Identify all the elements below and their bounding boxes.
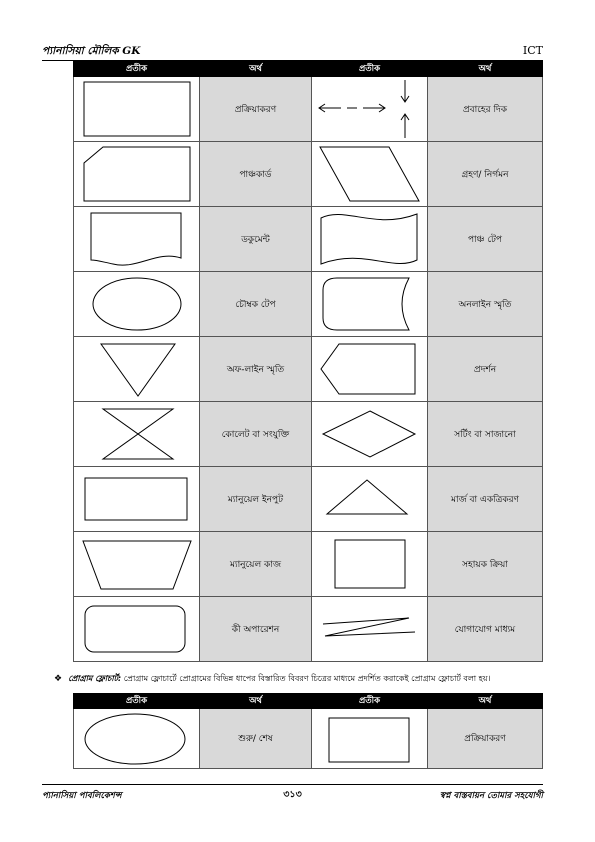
- column-header-symbol: প্রতীক: [74, 62, 200, 77]
- display-icon: [315, 338, 425, 400]
- hourglass-icon: [77, 403, 197, 465]
- zigzag-line-icon: [315, 598, 425, 660]
- page-footer: [42, 784, 543, 803]
- meaning-cell: মার্জ বা একত্রিকরণ: [428, 467, 543, 532]
- symbol-cell: [312, 207, 428, 272]
- meaning-cell: প্রক্রিয়াকরণ: [428, 709, 543, 769]
- meaning-cell: শুরু/ শেষ: [200, 709, 312, 769]
- diamond-bullet-icon: ❖: [54, 674, 63, 684]
- symbol-cell: [74, 77, 200, 142]
- meaning-cell: ম্যানুয়েল কাজ: [200, 532, 312, 597]
- symbol-cell: [312, 272, 428, 337]
- symbol-cell: [312, 337, 428, 402]
- meaning-cell: যোগাযোগ মাধ্যম: [428, 597, 543, 662]
- footer-publisher: প্যানাসিয়া পাবলিকেশন্স: [42, 791, 122, 801]
- inverted-triangle-icon: [77, 338, 197, 400]
- symbol-cell: [74, 597, 200, 662]
- symbol-cell: [74, 207, 200, 272]
- page-header: [42, 44, 543, 61]
- symbol-cell: [74, 142, 200, 207]
- page-number: ৩১৩: [283, 789, 302, 800]
- parallelogram-icon: [315, 143, 425, 205]
- symbol-cell: [74, 272, 200, 337]
- document-icon: [77, 208, 197, 270]
- ellipse-icon: [77, 273, 197, 335]
- meaning-cell: সর্টিং বা সাজানো: [428, 402, 543, 467]
- online-storage-icon: [315, 273, 425, 335]
- symbol-cell: [74, 532, 200, 597]
- triangle-icon: [315, 468, 425, 530]
- symbol-cell: [74, 402, 200, 467]
- symbol-cell: [74, 709, 200, 769]
- diamond-icon: [315, 403, 425, 465]
- meaning-cell: পাঞ্চ টেপ: [428, 207, 543, 272]
- table-header-row: [74, 62, 543, 77]
- meaning-cell: কোলেট বা সংযুক্তি: [200, 402, 312, 467]
- symbol-cell: [74, 467, 200, 532]
- meaning-cell: সহায়ক ক্রিয়া: [428, 532, 543, 597]
- trapezoid-icon: [77, 533, 197, 595]
- symbol-cell: [312, 532, 428, 597]
- symbol-cell: [312, 77, 428, 142]
- column-header-symbol: প্রতীক: [312, 694, 428, 709]
- column-header-symbol: প্রতীক: [312, 62, 428, 77]
- small-rectangle-icon: [315, 533, 425, 595]
- symbol-cell: [312, 402, 428, 467]
- flowchart-symbol-table: [73, 61, 543, 662]
- table-row: [74, 77, 543, 142]
- symbol-cell: [312, 597, 428, 662]
- flow-arrows-icon: [315, 78, 425, 140]
- note-term: প্রোগ্রাম ফ্লোচার্ট:: [68, 674, 122, 683]
- symbol-cell: [74, 337, 200, 402]
- table-header-row: [74, 694, 543, 709]
- program-flowchart-symbol-table: [73, 693, 543, 769]
- column-header-symbol: প্রতীক: [74, 694, 200, 709]
- meaning-cell: চৌম্বক টেপ: [200, 272, 312, 337]
- meaning-cell: ডকুমেন্ট: [200, 207, 312, 272]
- punched-tape-icon: [315, 208, 425, 270]
- punch-card-icon: [77, 143, 197, 205]
- table-row: [74, 207, 543, 272]
- header-subject: ICT: [522, 44, 543, 57]
- column-header-meaning: অর্থ: [200, 62, 312, 77]
- note-text: প্রোগ্রাম ফ্লোচার্টে প্রোগ্রামের বিভিন্ন ধাপের বিস্তারিত বিবরণ চিত্রের মাধ্যমে প্রদর্শিত করাকেই প্রোগ্রাম ফ্লোচার্ট বলা হয়।: [121, 674, 491, 683]
- terminal-ellipse-icon: [77, 710, 197, 768]
- table-row: [74, 337, 543, 402]
- meaning-cell: অফ-লাইন স্মৃতি: [200, 337, 312, 402]
- rounded-rectangle-icon: [77, 598, 197, 660]
- header-book-title: প্যানাসিয়া মৌলিক GK: [42, 45, 141, 57]
- footer-slogan: স্বপ্ন বাস্তবায়ন তোমার সহযোগী: [439, 791, 543, 801]
- table-row: [74, 272, 543, 337]
- table-row: [74, 467, 543, 532]
- meaning-cell: গ্রহণ/ নির্গমন: [428, 142, 543, 207]
- table-row: [74, 532, 543, 597]
- table-row: [74, 402, 543, 467]
- column-header-meaning: অর্থ: [200, 694, 312, 709]
- table-row: [74, 597, 543, 662]
- meaning-cell: প্রবাহের দিক: [428, 77, 543, 142]
- meaning-cell: প্রক্রিয়াকরণ: [200, 77, 312, 142]
- rectangle-icon: [77, 78, 197, 140]
- symbol-cell: [312, 142, 428, 207]
- table-row: [74, 142, 543, 207]
- table-row: [74, 709, 543, 769]
- meaning-cell: পাঞ্চকার্ড: [200, 142, 312, 207]
- process-rectangle-icon: [315, 710, 425, 768]
- meaning-cell: ম্যানুয়েল ইনপুট: [200, 467, 312, 532]
- meaning-cell: অনলাইন স্মৃতি: [428, 272, 543, 337]
- meaning-cell: প্রদর্শন: [428, 337, 543, 402]
- column-header-meaning: অর্থ: [428, 694, 543, 709]
- column-header-meaning: অর্থ: [428, 62, 543, 77]
- meaning-cell: কী অপারেশন: [200, 597, 312, 662]
- symbol-cell: [312, 467, 428, 532]
- wide-rectangle-icon: [77, 468, 197, 530]
- symbol-cell: [312, 709, 428, 769]
- program-flowchart-note: [54, 673, 554, 686]
